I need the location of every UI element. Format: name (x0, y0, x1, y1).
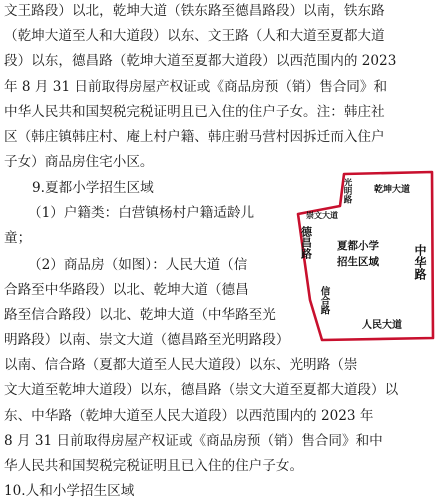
area-label: 招生区域 (337, 256, 379, 268)
school-district-map (292, 170, 438, 346)
section-9-item2-cont: 文大道至乾坤大道段）以东，德昌路（崇文大道至夏都大道段）以 (4, 382, 399, 398)
section-9-item2-cont: 8 月 31 日前取得房屋产权证或《商品房预（销）售合同》和中 (4, 433, 383, 449)
section-9-item2-cont: 路至信合路段）以北、乾坤大道（中华路至光 (4, 307, 276, 323)
road-label-renmin: 人民大道 (362, 320, 402, 331)
road-label-guangming: 光明路 (342, 178, 352, 204)
section-9-item2-cont: 华人民共和国契税完税证明且已入住的住户子女。 (4, 458, 304, 474)
section-9-item1-cont: 童； (4, 230, 32, 246)
road-label-chongwen: 崇文大道 (306, 211, 338, 220)
section-10-heading: 10.人和小学招生区域 (4, 483, 135, 499)
body-line: 子女）商品房住宅小区。 (4, 154, 154, 170)
section-9-item2-cont: 以南、信合路（夏都大道至人民大道段）以东、光明路（崇 (4, 357, 358, 373)
road-label-zhonghua: 中华路 (413, 244, 427, 280)
body-line: 区（韩庄镇韩庄村、庵上村户籍、韩庄驸马营村因拆迁而入住户 (4, 129, 385, 145)
road-label-xinhe: 信合路 (318, 286, 330, 315)
section-9-heading: 9.夏都小学招生区域 (32, 180, 154, 196)
body-line: （乾坤大道至人和大道段）以东、文王路（人和大道至夏都大道 (4, 28, 385, 44)
road-label-dechang: 德昌路 (299, 226, 313, 259)
body-line: 年 8 月 31 日前取得房屋产权证或《商品房预（销）售合同》和 (4, 79, 388, 95)
section-9-item2: （2）商品房（如图）：人民大道（信 (28, 257, 248, 273)
body-line: 文王路段）以北，乾坤大道（铁东路至德昌路段）以南，铁东路 (4, 3, 385, 19)
section-9-item2-cont: 合路至中华路段）以北、乾坤大道（德昌 (4, 282, 249, 298)
section-9-item1: （1）户籍类：白营镇杨村户籍适龄儿 (28, 205, 255, 221)
section-9-item2-cont: 东、中华路（乾坤大道至人民大道段）以西范围内的 2023 年 (4, 408, 374, 424)
section-9-item2-cont: 明路段）以南、崇文大道（德昌路至光明路段） (4, 332, 290, 348)
road-label-qiankun: 乾坤大道 (374, 185, 411, 195)
body-line: 段）以东，德昌路（乾坤大道至夏都大道段）以西范围内的 2023 (4, 53, 397, 69)
body-line: 中华人民共和国契税完税证明且已入住的住户子女。注：韩庄社 (4, 104, 385, 120)
area-label: 夏都小学 (337, 240, 379, 252)
